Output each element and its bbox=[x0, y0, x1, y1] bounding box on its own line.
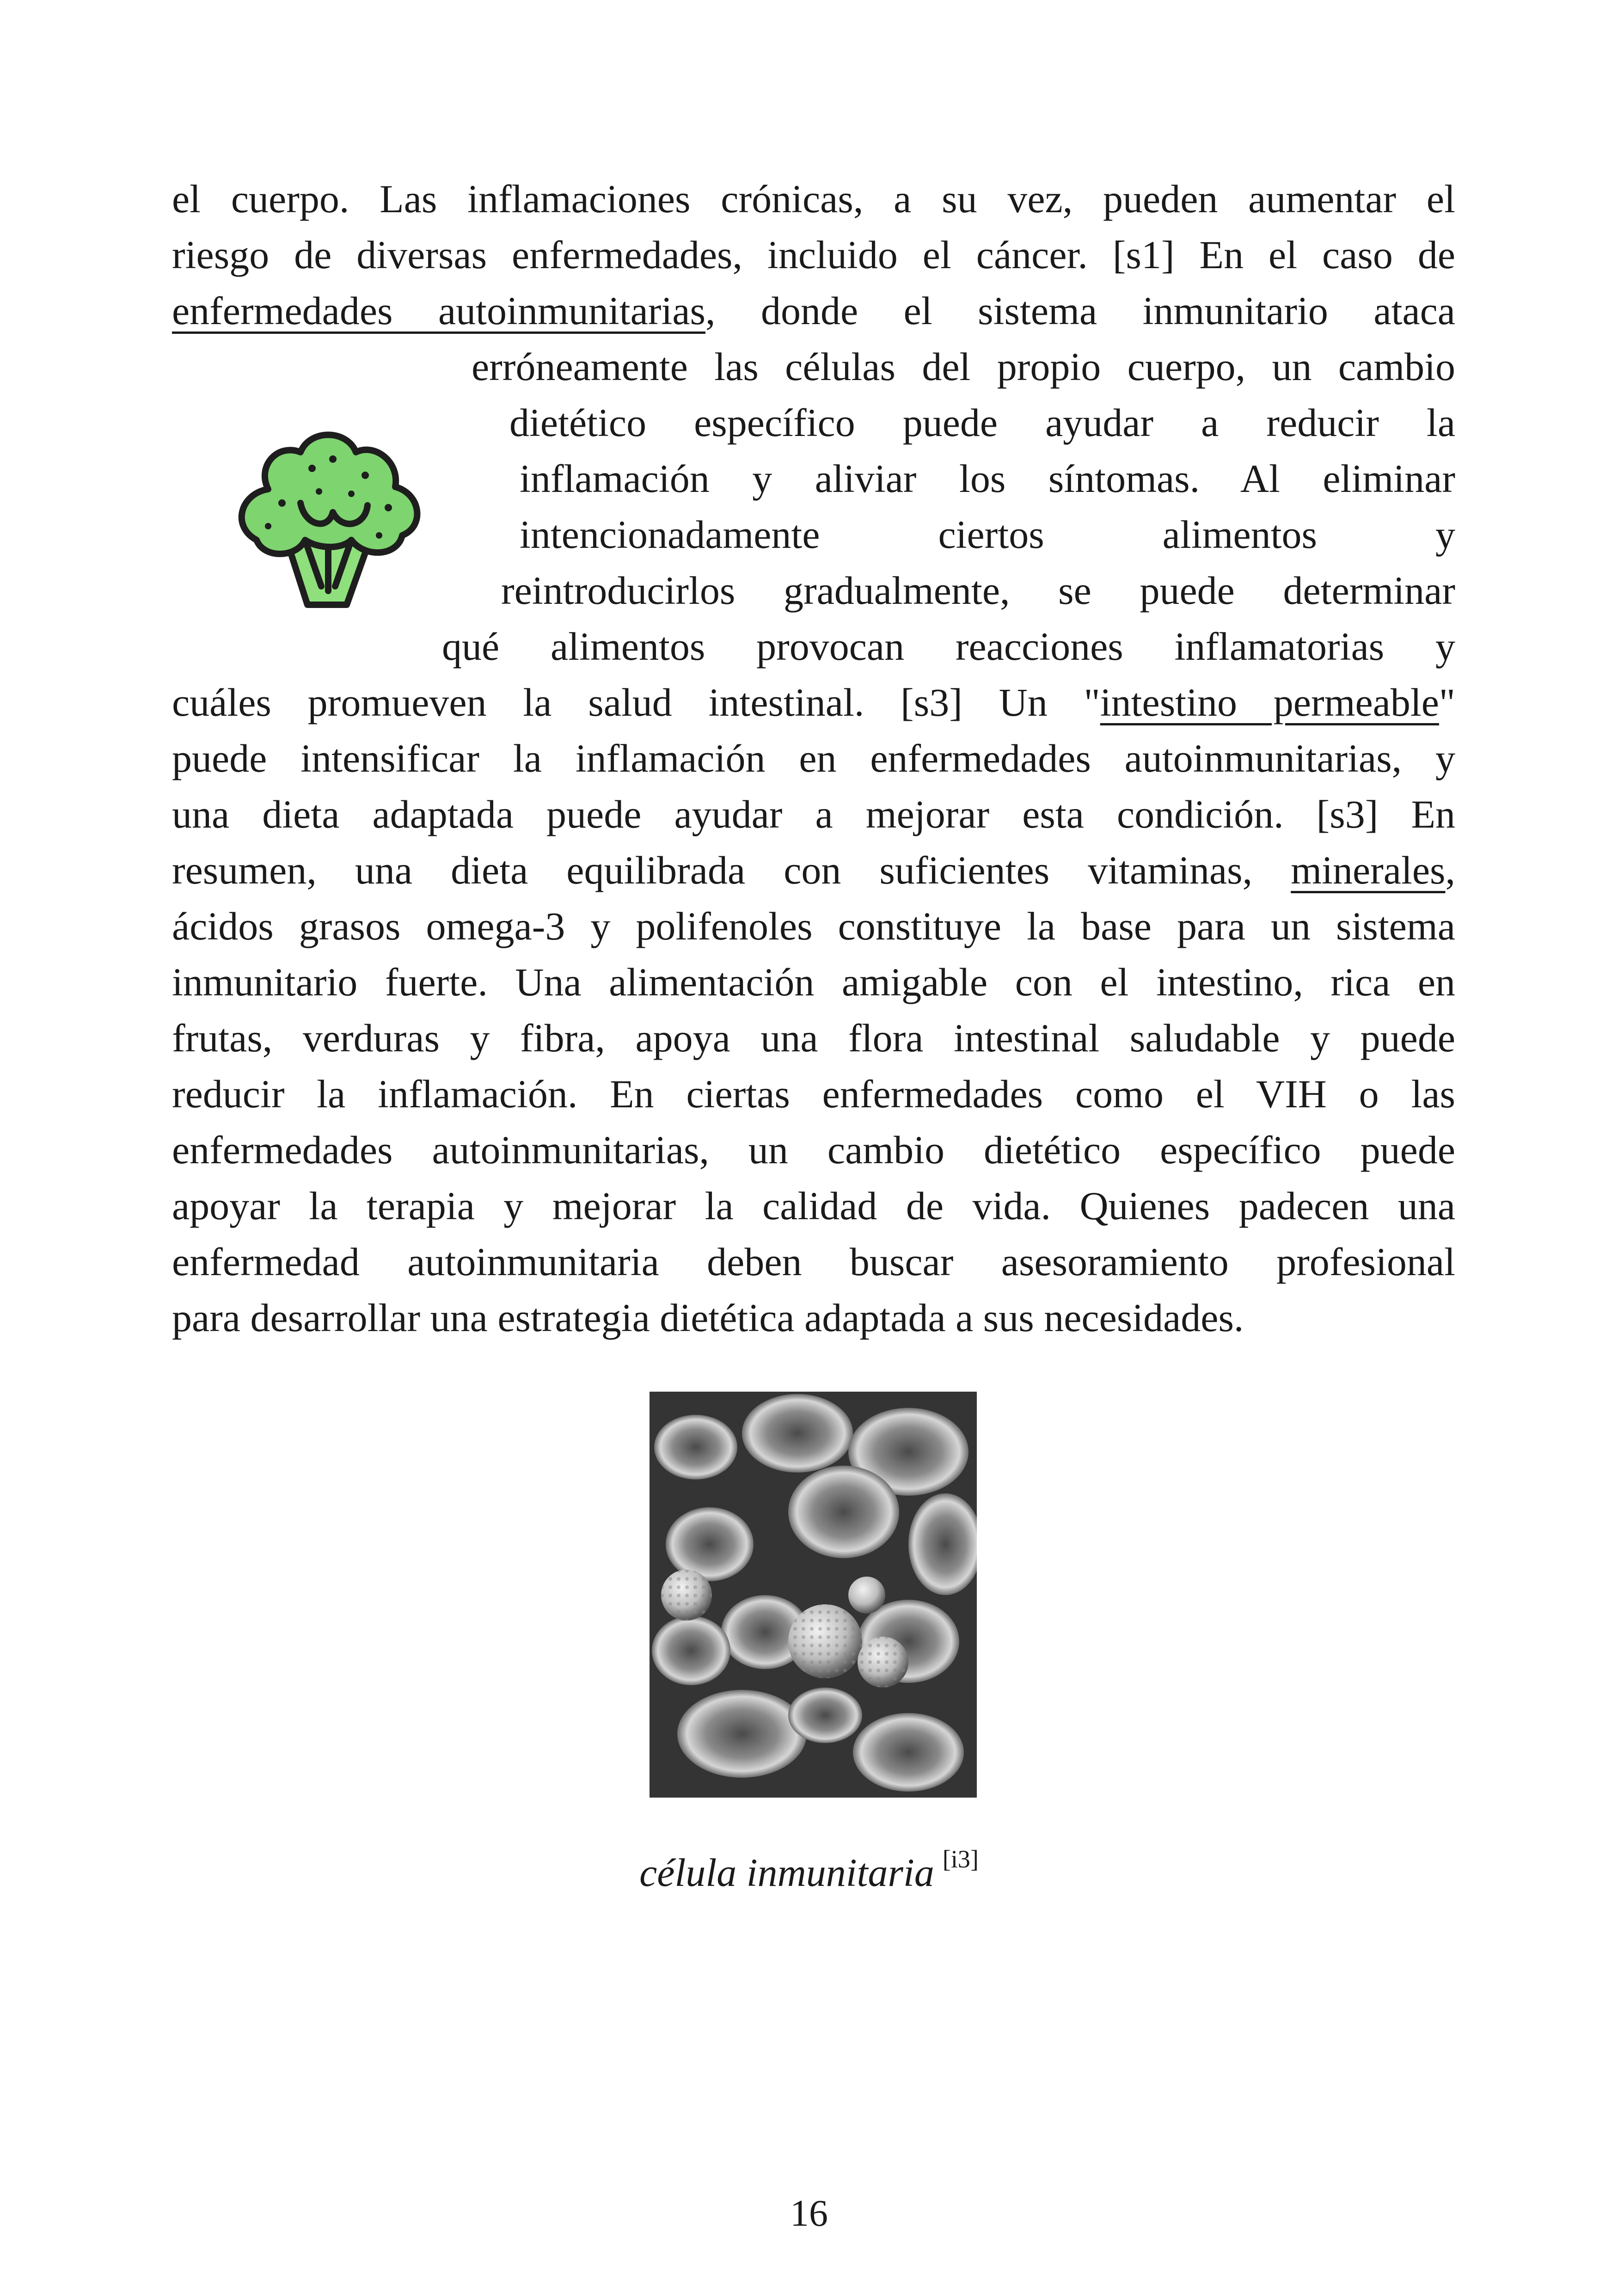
body-line: dietético específico puede ayudar a reducir la bbox=[509, 400, 1455, 445]
body-text bbox=[172, 171, 1455, 1346]
figure-caption bbox=[0, 1845, 1618, 1896]
body-line: para desarrollar una estrategia dietética adaptada a sus necesidades. bbox=[172, 1295, 1244, 1340]
body-line-post: , bbox=[1445, 848, 1455, 892]
link-intestino-permeable[interactable]: intestino permeable bbox=[1100, 680, 1439, 724]
immune-cell-micrograph bbox=[650, 1392, 977, 1798]
body-line: inflamación y aliviar los síntomas. Al eliminar bbox=[520, 456, 1455, 501]
body-line: una dieta adaptada puede ayudar a mejorar esta condición. [s3] En bbox=[172, 792, 1455, 836]
body-line: enfermedades autoinmunitarias, un cambio dietético específico puede bbox=[172, 1128, 1455, 1172]
body-line: erróneamente las células del propio cuerpo, un cambio bbox=[472, 344, 1455, 389]
body-line: apoyar la terapia y mejorar la calidad de vida. Quienes padecen una bbox=[172, 1184, 1455, 1228]
body-line: puede intensificar la inflamación en enfermedades autoinmunitarias, y bbox=[172, 736, 1455, 780]
body-line: reintroducirlos gradualmente, se puede determinar bbox=[501, 568, 1455, 613]
caption-reference[interactable]: [i3] bbox=[942, 1845, 979, 1873]
body-line: riesgo de diversas enfermedades, incluido el cáncer. [s1] En el caso de bbox=[172, 233, 1455, 277]
body-line-pre: resumen, una dieta equilibrada con suficientes vitaminas, bbox=[172, 848, 1291, 892]
body-line bbox=[172, 283, 1455, 339]
body-line-rest: , donde el sistema inmunitario ataca bbox=[705, 289, 1455, 333]
body-line: inmunitario fuerte. Una alimentación amigable con el intestino, rica en bbox=[172, 960, 1455, 1004]
body-line: qué alimentos provocan reacciones inflamatorias y bbox=[442, 624, 1455, 669]
page-number: 16 bbox=[790, 2192, 828, 2234]
body-line bbox=[172, 842, 1455, 898]
caption-text: célula inmunitaria bbox=[639, 1850, 934, 1895]
body-line: reducir la inflamación. En ciertas enfermedades como el VIH o las bbox=[172, 1072, 1455, 1116]
body-line: intencionadamente ciertos alimentos y bbox=[520, 512, 1455, 557]
body-line: ácidos grasos omega-3 y polifenoles constituye la base para un sistema bbox=[172, 904, 1455, 948]
broccoli-icon bbox=[213, 387, 444, 619]
body-line-pre: cuáles promueven la salud intestinal. [s3] Un " bbox=[172, 680, 1100, 724]
link-enfermedades-autoinmunitarias[interactable]: enfermedades autoinmunitarias bbox=[172, 289, 705, 333]
link-minerales[interactable]: minerales bbox=[1291, 848, 1446, 892]
body-line-post: " bbox=[1439, 680, 1455, 724]
body-line: frutas, verduras y fibra, apoya una flora intestinal saludable y puede bbox=[172, 1016, 1455, 1060]
body-line: enfermedad autoinmunitaria deben buscar asesoramiento profesional bbox=[172, 1240, 1455, 1284]
body-line bbox=[172, 675, 1455, 731]
body-line: el cuerpo. Las inflamaciones crónicas, a su vez, pueden aumentar el bbox=[172, 177, 1455, 221]
